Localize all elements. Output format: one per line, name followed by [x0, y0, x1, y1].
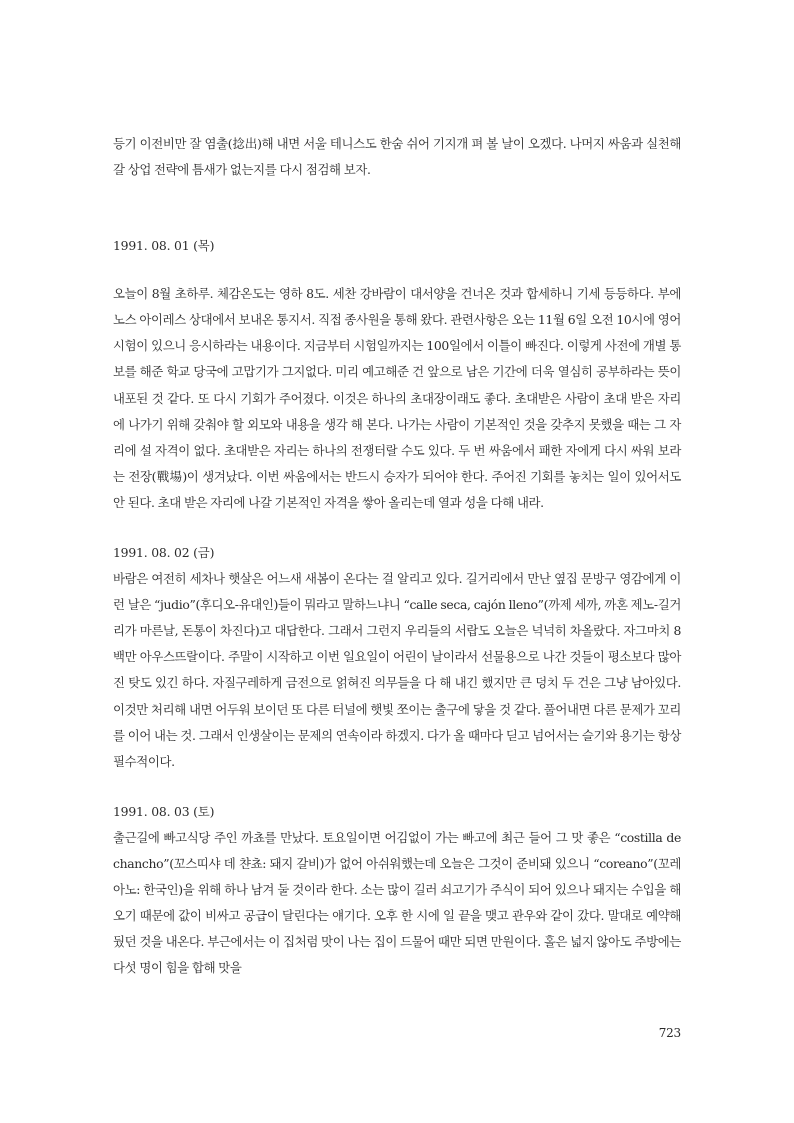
entry-date: 1991. 08. 02 (금) [113, 545, 215, 561]
spacer [113, 775, 681, 799]
entry-date: 1991. 08. 03 (토) [113, 803, 215, 819]
page-number: 723 [658, 1026, 681, 1040]
entry-paragraph: 출근길에 빠고식당 주인 까쵸를 만났다. 토요일이면 어김없이 가는 빠고에 최근 들어 그 맛 좋은 “costilla de chancho”(꼬스띠샤 데 챤쵸: 돼지 갈비)가 없어 아쉬워했는데 오늘은 그것이 준비돼 있으니 “coreano”(꼬레아노: 한국인)을 위해 하나 남겨 둘 것이라 한다. 소는 많이 길러 쇠고기가 주식이 되어 있으나 돼지는 수입을 해 오기 때문에 값이 비싸고 공급이 달린다는 얘기다. 오후 한 시에 일 끝을 맺고 관우와 같이 갔다. 말대로 예약해 뒀던 것을 내온다. 부근에서는 이 집처럼 맛이 나는 집이 드물어 때만 되면 만원이다. 홀은 넓지 않아도 주방에는 다섯 명이 힘을 합해 맛을 [113, 829, 681, 976]
intro-paragraph: 등기 이전비만 잘 염출(捻出)해 내면 서울 테니스도 한숨 쉬어 기지개 펴 볼 날이 오겠다. 나머지 싸움과 실천해 갈 상업 전략에 틈새가 없는지를 다시 점검해 보자. [113, 136, 681, 178]
entry-paragraph: 바람은 여전히 세차나 햇살은 어느새 새봄이 온다는 걸 알리고 있다. 길거리에서 만난 옆집 문방구 영감에게 이런 날은 “judio”(후디오-유대인)들이 뭐라고 말하느냐니 “calle seca, cajón lleno”(까제 세까, 까혼 제노-길거리가 마른날, 돈통이 차진다)고 대답한다. 그래서 그런지 우리들의 서랍도 오늘은 넉넉히 차올랐다. 자그마치 8백만 아우스뜨랄이다. 주말이 시작하고 이번 일요일이 어린이 날이라서 선물용으로 나간 것들이 평소보다 많아 진 탓도 있긴 하다. 자질구레하게 금전으로 얽혀진 의무들을 다 해 내긴 했지만 큰 덩치 두 건은 그냥 남아있다. 이것만 처리해 내면 어두워 보이던 또 다른 터널에 햇빛 쪼이는 출구에 닿을 것 같다. 풀어내면 다른 문제가 꼬리를 이어 내는 것. 그래서 인생살이는 문제의 연속이라 하겠지. 다가 올 때마다 딛고 넘어서는 슬기와 용기는 항상 필수적이다. [113, 571, 681, 769]
entry-paragraph: 오늘이 8월 초하루. 체감온도는 영하 8도. 세찬 강바람이 대서양을 건너온 것과 합세하니 기세 등등하다. 부에노스 아이레스 상대에서 보내온 통지서. 직접 종사원을 통해 왔다. 관련사항은 오는 11월 6일 오전 10시에 영어시험이 있으니 응시하라는 내용이다. 지금부터 시험일까지는 100일에서 이틀이 빠진다. 이렇게 사전에 개별 통보를 해준 학교 당국에 고맙기가 그지없다. 미리 예고해준 건 앞으로 남은 기간에 더욱 열심히 공부하라는 뜻이 내포된 것 같다. 또 다시 기회가 주어졌다. 이것은 하나의 초대장이래도 좋다. 초대받은 사람이 초대 받은 자리에 나가기 위해 갖춰야 할 외모와 내용을 생각 해 본다. 나가는 사람이 기본적인 것을 갖추지 못했을 때는 그 자리에 설 자격이 없다. 초대받은 자리는 하나의 전쟁터랄 수도 있다. 두 번 싸움에서 패한 자에게 다시 싸워 보라는 전장(戰場)이 생겨났다. 이번 싸움에서는 반드시 승자가 되어야 한다. 주어진 기회를 놓치는 일이 있어서도 안 된다. 초대 받은 자리에 나갈 기본적인 자격을 쌓아 올리는데 열과 성을 다해 내라. [113, 286, 681, 510]
spacer [113, 516, 681, 540]
page-body [113, 131, 681, 981]
spacer [113, 183, 681, 233]
entry-date: 1991. 08. 01 (목) [113, 238, 215, 254]
spacer [113, 259, 681, 281]
